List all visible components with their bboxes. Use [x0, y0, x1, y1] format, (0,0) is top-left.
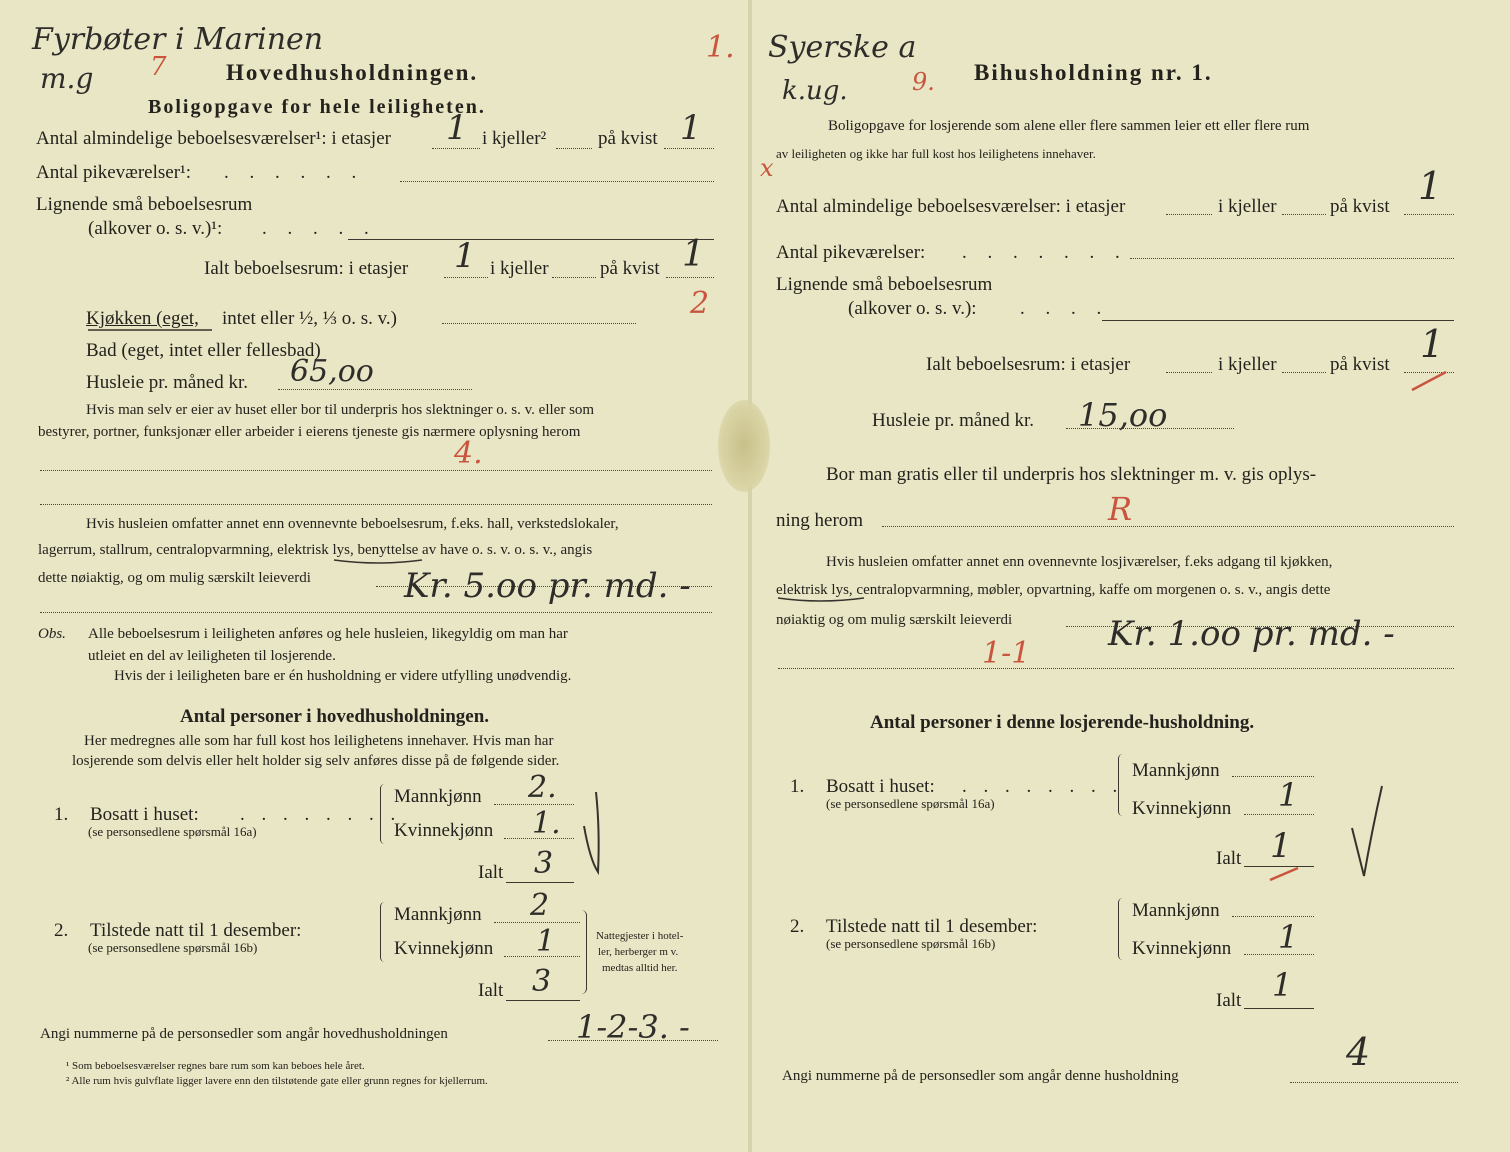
hw-right-marital: k.ug.	[782, 76, 848, 106]
hw-right-rooms-kvist: 1	[1418, 164, 1443, 208]
hw-left-kitchen-mark: 2	[690, 286, 710, 321]
left-rooms-kjeller: i kjeller²	[482, 128, 547, 149]
left-elektrisk-underline	[334, 560, 422, 563]
right-rooms-label: Antal almindelige beboelsesværelser: i etasjer	[776, 196, 1126, 217]
hw-left-q1-male: 2.	[528, 770, 557, 805]
left-footnote-1: ¹ Som beboelsesværelser regnes bare rum som kan beboes hele året.	[66, 1060, 365, 1072]
right-q1-num: 1.	[790, 776, 805, 797]
hw-left-total-etasjer: 1	[454, 236, 476, 276]
left-night-note-3: medtas alltid her.	[602, 962, 678, 974]
left-q2-total-label: Ialt	[478, 980, 504, 1001]
right-q2-num: 2.	[790, 916, 805, 937]
left-persons-note-1: Her medregnes alle som har full kost hos leilighetens innehaver. Hvis man har	[84, 733, 554, 749]
left-rent-label: Husleie pr. måned kr.	[86, 372, 248, 393]
left-obs-1: Alle beboelsesrum i leiligheten anføres og hele husleien, likegyldig om man har	[88, 626, 568, 642]
hw-right-extra-value: Kr. 1.oo pr. md. -	[1108, 614, 1395, 654]
hw-page-number: 1.	[706, 30, 735, 65]
left-numbers-label: Angi nummerne på de personsedler som angår hovedhusholdningen	[40, 1026, 448, 1042]
left-q1-sub: (se personsedlene spørsmål 16a)	[88, 824, 257, 839]
left-q2-female-label: Kvinnekjønn	[394, 938, 494, 959]
right-free-1: Bor man gratis eller til underpris hos slektninger m. v. gis oplys-	[826, 464, 1317, 485]
hw-marital: m.g	[40, 62, 94, 95]
left-q1-num: 1.	[54, 804, 69, 825]
left-maid-label: Antal pikeværelser¹:	[36, 162, 192, 183]
right-q2-total-label: Ialt	[1216, 990, 1242, 1011]
hw-left-rooms-etasjer: 1	[446, 108, 468, 148]
left-extra-note-1: Hvis husleien omfatter annet enn ovennevnte beboelsesrum, f.eks. hall, verkstedslokaler,	[86, 516, 619, 532]
left-persons-title: Antal personer i hovedhusholdningen.	[180, 706, 490, 727]
census-form-sheet: Fyrbøter i Marinen m.g 7 1. Hovedhusholdningen. Boligopgave for hele leiligheten. Antal almindelige beboelsesværelser¹: i etasjer i kjeller² på kvist 1 1 Antal pikeværelser¹: . . . . . . Lignende små beboelsesrum (alkover o. s. v.)¹: . . . . . Ialt beboelsesrum: i etasjer i kjeller på kvist 1 1 Kjøkken (eget, intet eller ½, ⅓ o. s. v.) 2 Bad (eget, intet eller fellesbad) Husleie pr. måned kr. 65,oo Hvis man selv er eier av huset eller bor til underpris hos slektninger o. s. v. eller som bestyrer, portner, funksjonær eller arbeider i eierens tjeneste gis nærmere oplysning herom 4. Hvis husleien omfatter annet enn ovennevnte beboelsesrum, f.eks. hall, verkstedslokaler, lagerrum, stallrum, centralopvarmning, elektrisk lys, benyttelse av have o. s. v. o. s. v., angis dette nøiaktig, og om mulig særskilt leieverdi Kr. 5.oo pr. md. - Obs. Alle beboelsesrum i leiligheten anføres og hele husleien, likegyldig om man har utleiet en del av leiligheten til losjerende. Hvis der i leiligheten bare er én husholdning er videre utfylling unødvendig. Antal personer i hovedhusholdningen. Her medregnes alle som har full kost hos leilighetens innehaver. Hvis man har losjerende som delvis eller helt holder sig selv anføres disse på de følgende sider. 1. Bosatt i huset: . . . . . . . . (se personsedlene spørsmål 16a) Mannkjønn Kvinnekjønn Ialt 2. 1. 3 2. Tilstede natt til 1 desember: (se personsedlene spørsmål 16b) Mannkjønn Kvinnekjønn Ialt 2 1 3 Nattegjester i hotel- ler, herberger m v. medtas alltid her. Angi nummerne på de personsedler som angår hovedhusholdningen 1-2-3. - ¹ Som beboelsesværelser regnes bare rum som kan beboes hele året. ² Alle rum hvis gulvflate ligger lavere enn den tilstøtende gate eller grunn regnes for kjellerrum. Syerske a k.ug. 9. Bihusholdning nr. 1. Boligopgave for losjerende som alene eller flere sammen leier ett eller flere rum av leiligheten og ikke har full kost hos leilighetens innehaver. x Antal almindelige beboelsesværelser: i etasjer i kjeller på kvist 1 Antal pikeværelser: . . . . . . . Lignende små beboelsesrum (alkover o. s. v.): . . . . Ialt beboelsesrum: i etasjer i kjeller på kvist 1 Husleie pr. måned kr. 15,oo Bor man gratis eller til underpris hos slektninger m. v. gis oplys- ning herom R Hvis husleien omfatter annet enn ovennevnte losjiværelser, f.eks adgang til kjøkken, elektrisk lys, centralopvarmning, møbler, opvartning, kaffe om morgenen o. s. v., angis dette nøiaktig og om mulig særskilt leieverdi Kr. 1.oo pr. md. - 1-1 Antal personer i denne losjerende-husholdning. 1. Bosatt i huset: . . . . . . . . (se personsedlene spørsmål 16a) Mannkjønn Kvinnekjønn Ialt 1 1 2. Tilstede natt til 1 desember: (se personsedlene spørsmål 16b) Mannkjønn Kvinnekjønn Ialt 1 1 Angi nummerne på de personsedler som angår denne husholdning 4	[0, 0, 1510, 1152]
hw-right-red-number: 9.	[912, 68, 935, 96]
left-bath-label: Bad (eget, intet eller fellesbad)	[86, 340, 321, 361]
left-subtitle: Boligopgave for hele leiligheten.	[148, 96, 486, 118]
right-total-label: Ialt beboelsesrum: i etasjer	[926, 354, 1131, 375]
hw-right-q2-female: 1	[1278, 918, 1299, 956]
right-extra-2: elektrisk lys, centralopvarmning, møbler, opvartning, kaffe om morgenen o. s. v., angis dette	[776, 582, 1331, 598]
left-q1-male-label: Mannkjønn	[394, 786, 482, 807]
left-small-sub: (alkover o. s. v.)¹:	[88, 218, 223, 239]
hw-left-q1-female: 1.	[532, 806, 561, 841]
hw-left-rent: 65,oo	[290, 354, 374, 389]
left-total-kjeller: i kjeller	[490, 258, 549, 279]
hw-left-q1-total: 3	[534, 846, 554, 881]
right-small-sub: (alkover o. s. v.):	[848, 298, 977, 319]
left-total-label: Ialt beboelsesrum: i etasjer	[204, 258, 409, 279]
right-total-kjeller: i kjeller	[1218, 354, 1277, 375]
hw-left-q2-male: 2	[530, 888, 550, 923]
hw-right-x-mark: x	[760, 154, 774, 182]
left-q2-label: Tilstede natt til 1 desember:	[90, 920, 302, 941]
right-free-2: ning herom	[776, 510, 864, 531]
right-q2-female-label: Kvinnekjønn	[1132, 938, 1232, 959]
left-q2-male-label: Mannkjønn	[394, 904, 482, 925]
left-night-note-2: ler, herberger m v.	[598, 946, 679, 958]
left-title: Hovedhusholdningen.	[226, 60, 479, 85]
right-total-kvist: på kvist	[1330, 354, 1390, 375]
right-maid-label: Antal pikeværelser:	[776, 242, 926, 263]
right-rooms-kjeller: i kjeller	[1218, 196, 1277, 217]
hw-occupation: Fyrbøter i Marinen	[32, 22, 324, 57]
right-q1-male-label: Mannkjønn	[1132, 760, 1220, 781]
hw-right-occupation: Syerske a	[768, 30, 917, 65]
left-owner-note-1: Hvis man selv er eier av huset eller bor til underpris hos slektninger o. s. v. eller som	[86, 402, 595, 418]
left-kitchen-options: intet eller ½, ⅓ o. s. v.)	[222, 308, 398, 329]
right-intro-2: av leiligheten og ikke har full kost hos leilighetens innehaver.	[776, 146, 1096, 161]
hw-right-free-mark: R	[1108, 490, 1133, 528]
right-persons-title: Antal personer i denne losjerende-husholdning.	[870, 712, 1255, 733]
right-q2-male-label: Mannkjønn	[1132, 900, 1220, 921]
left-obs-3: Hvis der i leiligheten bare er én husholdning er videre utfylling unødvendig.	[114, 668, 572, 684]
left-q1-total-label: Ialt	[478, 862, 504, 883]
left-rooms-kvist: på kvist	[598, 128, 658, 149]
left-extra-note-2: lagerrum, stallrum, centralopvarmning, elektrisk lys, benyttelse av have o. s. v. o. s. v., angis	[38, 542, 593, 558]
left-q1-label: Bosatt i huset:	[90, 804, 199, 825]
left-kitchen-label: Kjøkken (eget,	[86, 308, 199, 329]
hw-right-rent: 15,oo	[1078, 396, 1168, 434]
left-footnote-2: ² Alle rum hvis gulvflate ligger lavere enn den tilstøtende gate eller grunn regnes for kjellerrum.	[66, 1075, 488, 1087]
left-total-kvist: på kvist	[600, 258, 660, 279]
right-elektrisk-underline	[778, 598, 864, 601]
right-extra-1: Hvis husleien omfatter annet enn ovennevnte losjiværelser, f.eks adgang til kjøkken,	[826, 554, 1333, 570]
right-rooms-kvist: på kvist	[1330, 196, 1390, 217]
right-title: Bihusholdning nr. 1.	[974, 60, 1213, 85]
right-q1-female-label: Kvinnekjønn	[1132, 798, 1232, 819]
right-q2-sub: (se personsedlene spørsmål 16b)	[826, 936, 996, 951]
hw-left-rooms-kvist: 1	[680, 108, 702, 148]
hw-left-extra-value: Kr. 5.oo pr. md. -	[404, 566, 691, 606]
right-numbers-label: Angi nummerne på de personsedler som angår denne husholdning	[782, 1068, 1179, 1084]
left-persons-note-2: losjerende som delvis eller helt holder sig selv anføres disse på de følgende sider.	[72, 753, 560, 769]
right-red-kvist-stroke	[1412, 372, 1446, 390]
hw-left-total-kvist: 1	[682, 234, 705, 275]
left-night-note-1: Nattegjester i hotel-	[596, 930, 684, 942]
right-q1-sub: (se personsedlene spørsmål 16a)	[826, 796, 995, 811]
hw-left-numbers: 1-2-3. -	[576, 1008, 690, 1046]
left-small-label: Lignende små beboelsesrum	[36, 194, 253, 215]
hw-right-red-mark: 1-1	[982, 636, 1031, 671]
left-owner-note-2: bestyrer, portner, funksjonær eller arbeider i eierens tjeneste gis nærmere oplysning herom	[38, 424, 581, 440]
right-extra-3: nøiaktig og om mulig særskilt leieverdi	[776, 612, 1013, 628]
hw-right-q2-total: 1	[1272, 966, 1293, 1004]
left-obs-label: Obs.	[38, 626, 66, 642]
hw-left-q2-female: 1	[536, 924, 556, 959]
right-q1-label: Bosatt i huset:	[826, 776, 935, 797]
left-extra-note-3: dette nøiaktig, og om mulig særskilt leieverdi	[38, 570, 311, 586]
right-intro-1: Boligopgave for losjerende som alene eller flere sammen leier ett eller flere rum	[828, 118, 1310, 134]
left-check-stroke	[584, 792, 599, 872]
right-rent-label: Husleie pr. måned kr.	[872, 410, 1034, 431]
left-q2-sub: (se personsedlene spørsmål 16b)	[88, 940, 258, 955]
hw-right-numbers: 4	[1346, 1030, 1371, 1074]
left-rooms-label: Antal almindelige beboelsesværelser¹: i etasjer	[36, 128, 391, 149]
left-q1-female-label: Kvinnekjønn	[394, 820, 494, 841]
hw-left-q2-total: 3	[532, 964, 552, 999]
right-small-label: Lignende små beboelsesrum	[776, 274, 993, 295]
hw-left-owner-mark: 4.	[454, 436, 483, 471]
right-red-total-stroke	[1270, 868, 1298, 880]
right-q1-total-label: Ialt	[1216, 848, 1242, 869]
left-q2-num: 2.	[54, 920, 69, 941]
right-check-stroke	[1352, 786, 1382, 876]
right-q2-label: Tilstede natt til 1 desember:	[826, 916, 1038, 937]
hw-red-number: 7	[150, 52, 167, 82]
hw-right-q1-total: 1	[1270, 826, 1292, 866]
hw-right-total-kvist: 1	[1420, 322, 1445, 366]
hw-right-q1-female: 1	[1278, 776, 1299, 814]
left-obs-2: utleiet en del av leiligheten til losjerende.	[88, 648, 336, 664]
